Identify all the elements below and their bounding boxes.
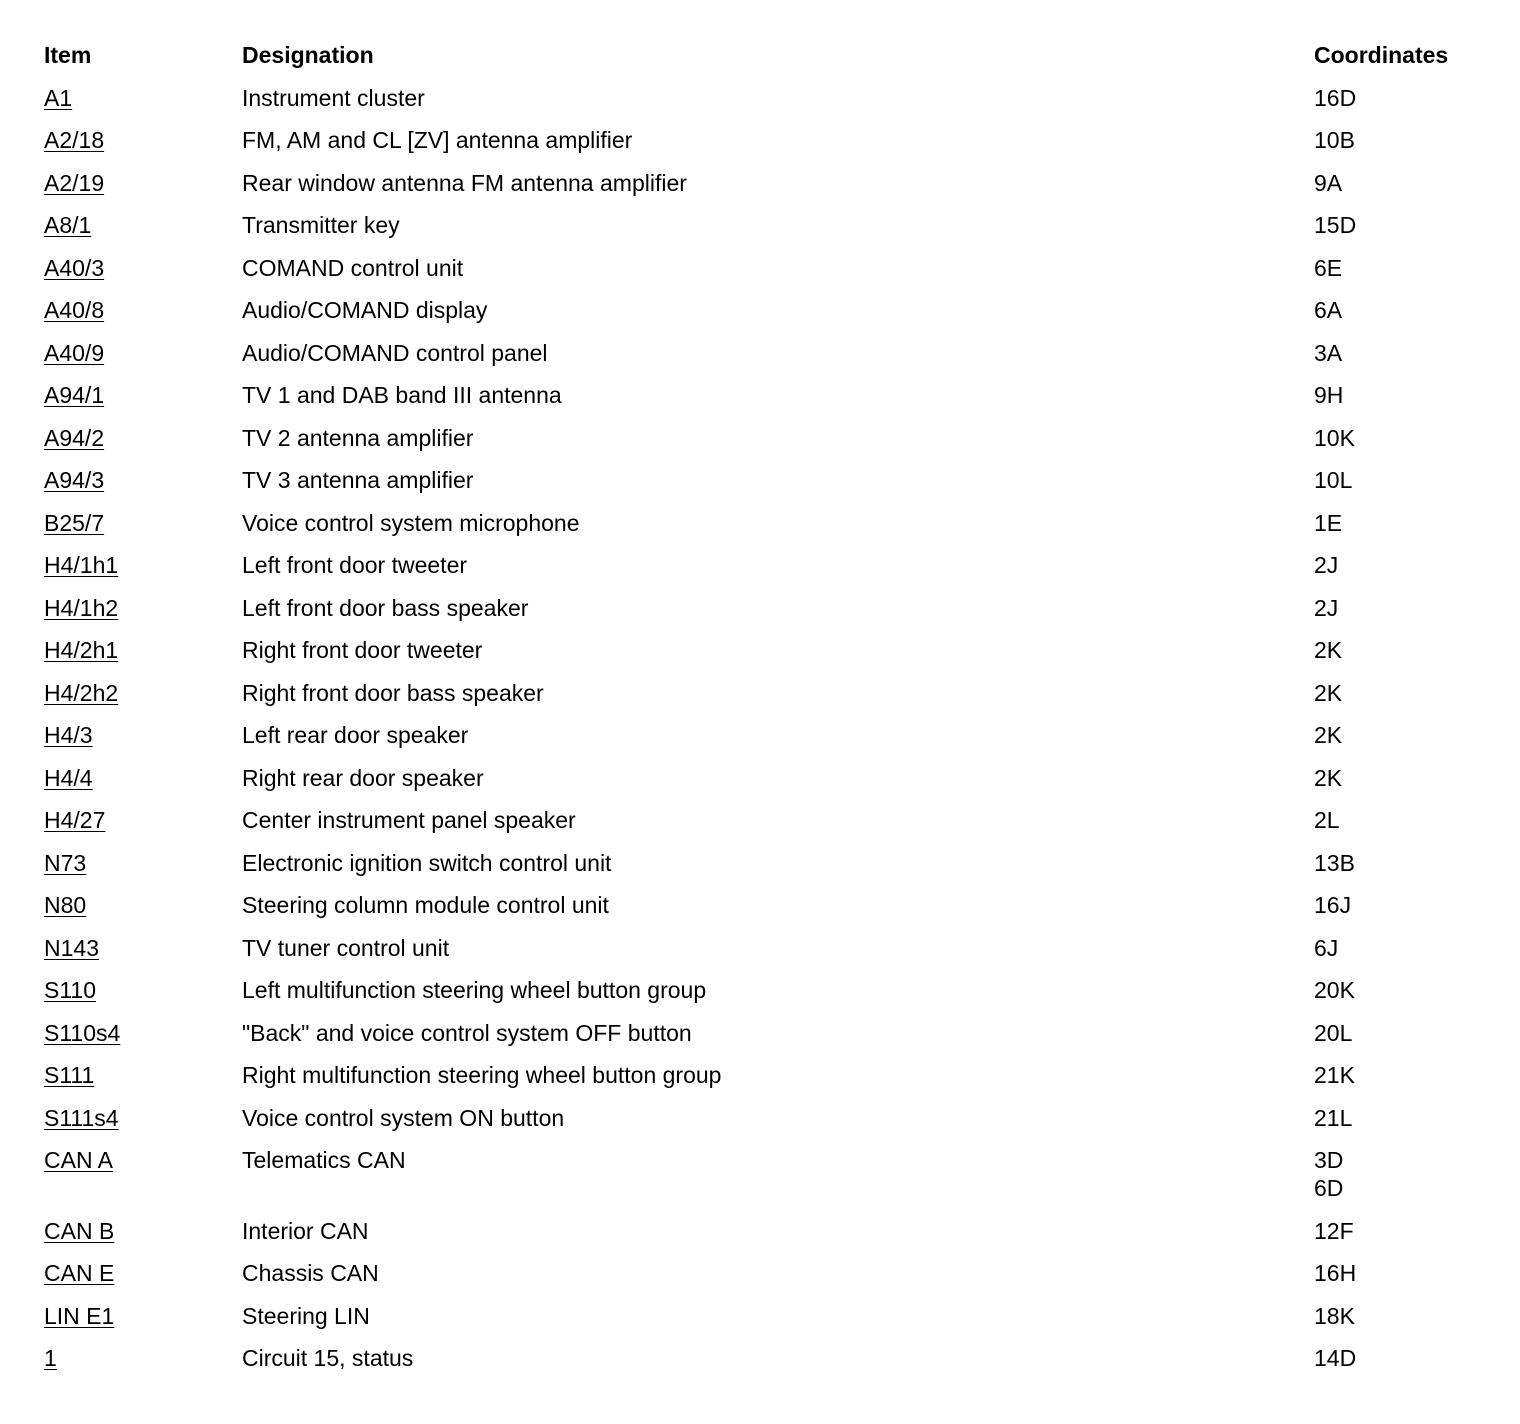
item-link[interactable]: A2/18 bbox=[44, 127, 105, 153]
coordinate-value: 2K bbox=[1314, 764, 1343, 791]
item-cell bbox=[44, 1104, 119, 1132]
coordinates-cell bbox=[1314, 721, 1342, 749]
table-row bbox=[44, 931, 1484, 974]
table-row bbox=[44, 1101, 1484, 1144]
designation-cell: Right multifunction steering wheel button group bbox=[242, 1062, 722, 1088]
coordinates-cell bbox=[1314, 169, 1342, 197]
designation-cell: COMAND control unit bbox=[242, 254, 464, 281]
coordinate-value: 2K bbox=[1314, 722, 1343, 748]
item-link[interactable]: LIN E1 bbox=[44, 1302, 115, 1329]
coordinates-cell bbox=[1314, 1019, 1352, 1047]
coordinates-cell bbox=[1314, 551, 1338, 579]
item-cell bbox=[44, 126, 104, 154]
item-cell bbox=[44, 1061, 94, 1089]
item-cell bbox=[44, 254, 104, 282]
item-cell bbox=[44, 1259, 114, 1287]
designation-cell: Circuit 15, status bbox=[242, 1345, 414, 1371]
designation-cell: Center instrument panel speaker bbox=[242, 807, 576, 833]
table-row bbox=[44, 463, 1484, 506]
item-link[interactable]: S111s4 bbox=[44, 1104, 119, 1131]
designation-cell: Instrument cluster bbox=[242, 84, 425, 111]
coordinates-cell bbox=[1314, 296, 1342, 324]
designation-cell: Right front door bass speaker bbox=[242, 679, 544, 706]
item-cell bbox=[44, 339, 104, 367]
designation-cell: Voice control system microphone bbox=[242, 509, 580, 536]
table-row bbox=[44, 548, 1484, 591]
item-link[interactable]: H4/2h1 bbox=[44, 637, 119, 663]
coordinate-value: 10L bbox=[1314, 467, 1353, 493]
item-column-header: Item bbox=[44, 42, 92, 68]
item-cell bbox=[44, 1146, 113, 1174]
table-row bbox=[44, 378, 1484, 421]
coordinate-value: 2K bbox=[1314, 637, 1343, 663]
designation-cell: Steering column module control unit bbox=[242, 892, 609, 918]
designation-cell: FM, AM and CL [ZV] antenna amplifier bbox=[242, 127, 633, 153]
item-link[interactable]: A40/3 bbox=[44, 254, 105, 281]
table-row bbox=[44, 973, 1484, 1016]
item-cell bbox=[44, 551, 118, 579]
designation-cell: Left multifunction steering wheel button group bbox=[242, 977, 707, 1003]
coordinate-value: 10B bbox=[1314, 127, 1355, 153]
coordinate-value: 6E bbox=[1314, 254, 1343, 281]
item-link[interactable]: A40/9 bbox=[44, 339, 105, 366]
item-link[interactable]: A94/2 bbox=[44, 424, 105, 451]
item-link[interactable]: N80 bbox=[44, 892, 87, 918]
coordinate-value: 6A bbox=[1314, 297, 1343, 323]
item-link[interactable]: CAN A bbox=[44, 1147, 114, 1173]
table-row bbox=[44, 846, 1484, 889]
coordinate-value: 15D bbox=[1314, 212, 1357, 238]
coordinate-value: 9A bbox=[1314, 169, 1343, 196]
designation-cell: Left front door bass speaker bbox=[242, 594, 529, 621]
item-cell bbox=[44, 424, 104, 452]
coordinate-value: 6D bbox=[1314, 1175, 1344, 1201]
designation-cell: TV 1 and DAB band III antenna bbox=[242, 382, 562, 408]
coordinate-value: 16H bbox=[1314, 1260, 1357, 1286]
coordinates-cell bbox=[1314, 1344, 1356, 1372]
coordinates-cell bbox=[1314, 976, 1355, 1004]
coordinates-cell bbox=[1314, 1259, 1356, 1287]
coordinate-value: 14D bbox=[1314, 1345, 1357, 1371]
table-row bbox=[44, 506, 1484, 549]
table-row bbox=[44, 761, 1484, 804]
coordinate-value: 16J bbox=[1314, 892, 1352, 918]
coordinate-value: 3D bbox=[1314, 1147, 1344, 1173]
coordinate-value: 2J bbox=[1314, 552, 1339, 578]
item-link[interactable]: H4/1h2 bbox=[44, 594, 119, 621]
table-row bbox=[44, 166, 1484, 209]
item-link[interactable]: A8/1 bbox=[44, 212, 92, 238]
table-row bbox=[44, 718, 1484, 761]
item-link[interactable]: N143 bbox=[44, 934, 99, 961]
table-row bbox=[44, 1341, 1484, 1384]
table-row bbox=[44, 81, 1484, 124]
item-link[interactable]: H4/4 bbox=[44, 764, 93, 791]
item-cell bbox=[44, 849, 86, 877]
table-row bbox=[44, 208, 1484, 251]
table-header bbox=[44, 38, 1484, 81]
item-cell bbox=[44, 381, 104, 409]
coordinates-cell bbox=[1314, 381, 1343, 409]
item-link[interactable]: S110s4 bbox=[44, 1019, 121, 1046]
item-link[interactable]: 1 bbox=[44, 1345, 57, 1371]
coordinate-value: 2K bbox=[1314, 679, 1343, 706]
item-link[interactable]: A1 bbox=[44, 84, 73, 111]
item-cell bbox=[44, 891, 86, 919]
item-cell bbox=[44, 721, 93, 749]
coordinate-value: 16D bbox=[1314, 84, 1357, 111]
designation-cell: Rear window antenna FM antenna amplifier bbox=[242, 169, 687, 196]
item-cell bbox=[44, 169, 104, 197]
item-link[interactable]: CAN E bbox=[44, 1260, 115, 1286]
item-link[interactable]: A2/19 bbox=[44, 169, 105, 196]
legend-table bbox=[44, 38, 1484, 1384]
designation-cell: Voice control system ON button bbox=[242, 1104, 565, 1131]
designation-cell: Electronic ignition switch control unit bbox=[242, 849, 612, 876]
coordinate-value: 2J bbox=[1314, 594, 1339, 621]
table-row bbox=[44, 1214, 1484, 1257]
coordinate-value: 12F bbox=[1314, 1217, 1354, 1244]
item-cell bbox=[44, 84, 72, 112]
coordinates-column-header: Coordinates bbox=[1314, 42, 1449, 68]
coordinate-value: 18K bbox=[1314, 1302, 1355, 1329]
item-link[interactable]: H4/3 bbox=[44, 722, 93, 748]
coordinates-cell bbox=[1314, 1104, 1352, 1132]
item-link[interactable]: H4/2h2 bbox=[44, 679, 119, 706]
item-cell bbox=[44, 679, 118, 707]
item-cell bbox=[44, 594, 118, 622]
coordinate-value: 20L bbox=[1314, 1019, 1353, 1046]
table-row bbox=[44, 676, 1484, 719]
coordinate-value: 21L bbox=[1314, 1104, 1353, 1131]
item-link[interactable]: H4/27 bbox=[44, 807, 106, 833]
item-cell bbox=[44, 764, 93, 792]
table-row bbox=[44, 1299, 1484, 1342]
coordinates-cell bbox=[1314, 1061, 1355, 1089]
designation-cell: Audio/COMAND display bbox=[242, 297, 488, 323]
designation-cell: Right front door tweeter bbox=[242, 637, 483, 663]
item-link[interactable]: A94/3 bbox=[44, 467, 105, 493]
designation-cell: Left rear door speaker bbox=[242, 722, 469, 748]
item-cell bbox=[44, 1302, 114, 1330]
coordinates-cell bbox=[1314, 891, 1351, 919]
coordinate-value: 20K bbox=[1314, 977, 1355, 1003]
coordinates-cell bbox=[1314, 1146, 1343, 1202]
designation-cell: Right rear door speaker bbox=[242, 764, 484, 791]
table-row bbox=[44, 1058, 1484, 1101]
item-link[interactable]: CAN B bbox=[44, 1217, 115, 1244]
coordinates-cell bbox=[1314, 636, 1342, 664]
designation-cell: Audio/COMAND control panel bbox=[242, 339, 548, 366]
coordinates-cell bbox=[1314, 424, 1355, 452]
coordinates-cell bbox=[1314, 254, 1342, 282]
item-link[interactable]: N73 bbox=[44, 849, 87, 876]
table-row bbox=[44, 336, 1484, 379]
item-cell bbox=[44, 1344, 57, 1372]
coordinates-cell bbox=[1314, 934, 1338, 962]
table-row bbox=[44, 591, 1484, 634]
table-row bbox=[44, 1143, 1484, 1214]
designation-cell: "Back" and voice control system OFF button bbox=[242, 1019, 692, 1046]
item-cell bbox=[44, 806, 105, 834]
designation-cell: Transmitter key bbox=[242, 212, 400, 238]
item-cell bbox=[44, 466, 104, 494]
coordinate-value: 6J bbox=[1314, 934, 1339, 961]
table-row bbox=[44, 803, 1484, 846]
coordinate-value: 3A bbox=[1314, 339, 1343, 366]
table-row bbox=[44, 293, 1484, 336]
item-cell bbox=[44, 509, 104, 537]
coordinates-cell bbox=[1314, 126, 1355, 154]
table-row bbox=[44, 123, 1484, 166]
item-cell bbox=[44, 296, 104, 324]
table-row bbox=[44, 633, 1484, 676]
table-body bbox=[44, 81, 1484, 1384]
coordinate-value: 2L bbox=[1314, 807, 1340, 833]
designation-cell: TV 3 antenna amplifier bbox=[242, 467, 474, 493]
designation-cell: Telematics CAN bbox=[242, 1147, 406, 1173]
item-link[interactable]: A40/8 bbox=[44, 297, 105, 323]
coordinates-cell bbox=[1314, 211, 1356, 239]
coordinates-cell bbox=[1314, 594, 1338, 622]
coordinates-cell bbox=[1314, 84, 1356, 112]
coordinate-value: 10K bbox=[1314, 424, 1355, 451]
table-row bbox=[44, 421, 1484, 464]
table-row bbox=[44, 1016, 1484, 1059]
coordinates-cell bbox=[1314, 1302, 1355, 1330]
coordinate-value: 21K bbox=[1314, 1062, 1355, 1088]
coordinate-value: 1E bbox=[1314, 509, 1343, 536]
designation-cell: TV tuner control unit bbox=[242, 934, 450, 961]
item-cell bbox=[44, 211, 91, 239]
coordinates-cell bbox=[1314, 1217, 1354, 1245]
designation-cell: Steering LIN bbox=[242, 1302, 370, 1329]
item-link[interactable]: H4/1h1 bbox=[44, 552, 119, 578]
coordinates-cell bbox=[1314, 849, 1355, 877]
coordinates-cell bbox=[1314, 466, 1352, 494]
table-row bbox=[44, 1256, 1484, 1299]
designation-cell: Chassis CAN bbox=[242, 1260, 379, 1286]
coordinate-value: 9H bbox=[1314, 382, 1344, 408]
item-cell bbox=[44, 934, 99, 962]
coordinates-cell bbox=[1314, 339, 1342, 367]
designation-cell: Left front door tweeter bbox=[242, 552, 468, 578]
item-cell bbox=[44, 636, 118, 664]
item-link[interactable]: S110 bbox=[44, 977, 97, 1003]
item-cell bbox=[44, 1217, 114, 1245]
coordinates-cell bbox=[1314, 806, 1340, 834]
coordinates-cell bbox=[1314, 764, 1342, 792]
designation-cell: TV 2 antenna amplifier bbox=[242, 424, 474, 451]
item-link[interactable]: S111 bbox=[44, 1062, 95, 1088]
coordinates-cell bbox=[1314, 679, 1342, 707]
coordinate-value: 13B bbox=[1314, 849, 1355, 876]
item-cell bbox=[44, 976, 96, 1004]
item-cell bbox=[44, 1019, 120, 1047]
item-link[interactable]: A94/1 bbox=[44, 382, 105, 408]
table-row bbox=[44, 888, 1484, 931]
coordinates-cell bbox=[1314, 509, 1342, 537]
table-row bbox=[44, 251, 1484, 294]
designation-cell: Interior CAN bbox=[242, 1217, 369, 1244]
item-link[interactable]: B25/7 bbox=[44, 509, 105, 536]
designation-column-header: Designation bbox=[242, 42, 374, 68]
